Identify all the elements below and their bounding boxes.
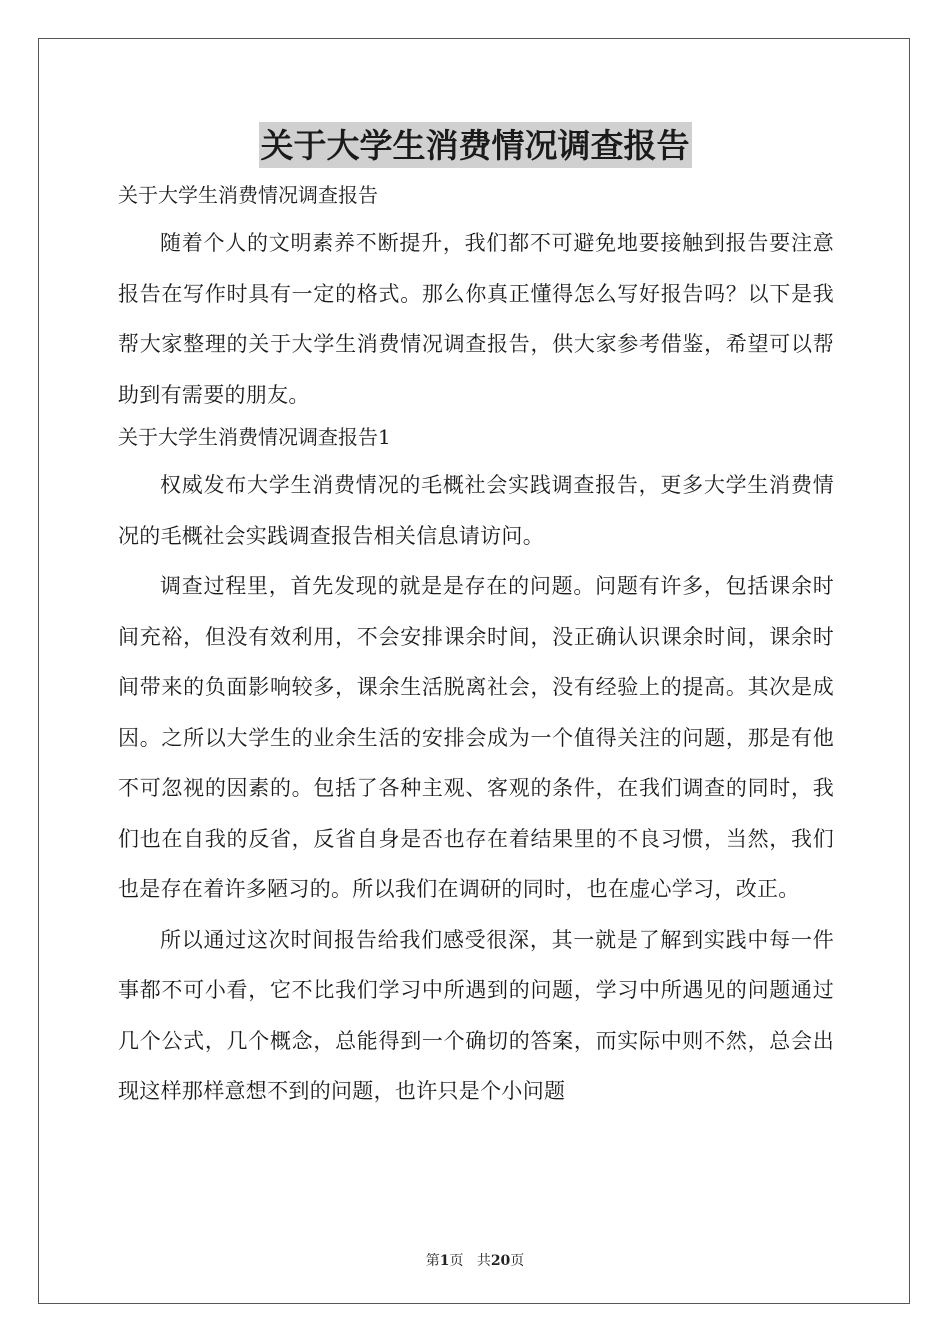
section-heading: 关于大学生消费情况调查报告1 <box>118 425 391 449</box>
page-number: 1 <box>439 1253 450 1269</box>
section1-paragraph-1: 权威发布大学生消费情况的毛概社会实践调查报告，更多大学生消费情况的毛概社会实践调查报告相关信息请访问。 <box>118 473 834 548</box>
section1-paragraph-3: 所以通过这次时间报告给我们感受很深，其一就是了解到实践中每一件事都不可小看，它不比我们学习中所遇到的问题，学习中所遇见的问题通过几个公式，几个概念，总能得到一个确切的答案，而实际中则不然，总会出现这样那样意想不到的问题，也许只是个小问题 <box>118 927 834 1103</box>
intro-paragraph: 随着个人的文明素养不断提升，我们都不可避免地要接触到报告要注意报告在写作时具有一定的格式。那么你真正懂得怎么写好报告吗？以下是我帮大家整理的关于大学生消费情况调查报告，供大家参考借鉴，希望可以帮助到有需要的朋友。 <box>118 231 834 407</box>
page-prefix: 第 <box>425 1253 440 1269</box>
total-pages: 20 <box>490 1253 511 1269</box>
page-footer <box>0 1250 950 1270</box>
section1-paragraph-2: 调查过程里，首先发现的就是是存在的问题。问题有许多，包括课余时间充裕，但没有效利用，不会安排课余时间，没正确认识课余时间，课余时间带来的负面影响较多，课余生活脱离社会，没有经验上的提高。其次是成因。之所以大学生的业余生活的安排会成为一个值得关注的问题，那是有他不可忽视的因素的。包括了各种主观、客观的条件，在我们调查的同时，我们也在自我的反省，反省自身是否也存在着结果里的不良习惯，当然，我们也是存在着许多陋习的。所以我们在调研的同时，也在虚心学习，改正。 <box>118 574 834 901</box>
total-suffix: 页 <box>510 1253 525 1269</box>
page-suffix: 页 <box>449 1253 464 1269</box>
title-container <box>0 122 950 168</box>
subtitle-line: 关于大学生消费情况调查报告 <box>118 183 378 207</box>
document-body <box>118 180 834 1117</box>
total-prefix: 共 <box>476 1253 491 1269</box>
document-title: 关于大学生消费情况调查报告 <box>259 122 692 168</box>
